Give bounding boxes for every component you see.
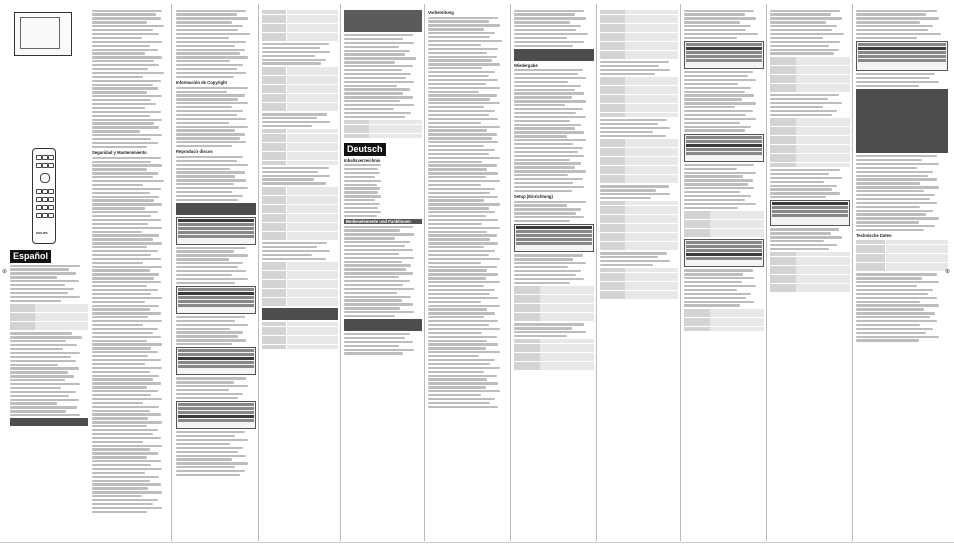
de-contents-heading: Inhaltsverzeichnis	[344, 157, 381, 163]
player-device-illustration	[14, 12, 72, 56]
menu-screenshot	[514, 224, 594, 252]
game-screenshot-photo	[344, 10, 422, 32]
german-heading: Deutsch	[344, 143, 386, 156]
column-10	[770, 8, 850, 539]
column-2	[92, 8, 170, 539]
menu-screenshot	[684, 134, 764, 162]
de-playback-heading: Wiedergabe	[514, 62, 538, 68]
spanish-heading: Español	[10, 250, 51, 263]
manual-page: PHILIPS Español Seguridad y Mantenimiento Información de Copyright Reproducir discos Deutsch Inhaltsverzeichnis Bedienelemente und Funktionen Vorbereitung Wiedergabe Setup (Einrichtung) Technische Daten ⊕ ⊕	[0, 0, 954, 545]
column-8	[600, 8, 678, 539]
de-controls-heading: Bedienelemente und Funktionen	[344, 219, 422, 224]
column-4	[262, 8, 338, 539]
menu-screenshot	[856, 41, 948, 71]
es-safety-heading: Seguridad y Mantenimiento	[92, 150, 147, 156]
de-specs-heading: Technische Daten	[856, 233, 892, 239]
column-3	[176, 8, 256, 539]
column-5	[344, 8, 422, 539]
de-setup-heading: Setup (Einrichtung)	[514, 194, 553, 199]
menu-screenshot	[684, 239, 764, 267]
es-copyright-heading: Información de Copyright	[176, 80, 227, 86]
menu-screenshot	[176, 347, 256, 375]
menu-screenshot	[770, 200, 850, 226]
remote-control-illustration	[32, 148, 56, 244]
remote-brand-label: PHILIPS	[36, 231, 48, 235]
menu-screenshot	[176, 401, 256, 429]
menu-screenshot	[176, 286, 256, 314]
es-play-heading: Reproducir discos	[176, 149, 213, 155]
menu-screenshot	[176, 217, 256, 245]
menu-screenshot	[684, 41, 764, 69]
column-6	[428, 8, 508, 539]
column-7	[514, 8, 594, 539]
de-prep-heading: Vorbereitung	[428, 10, 454, 15]
column-1	[10, 250, 88, 539]
column-11	[856, 8, 948, 539]
column-9	[684, 8, 764, 539]
